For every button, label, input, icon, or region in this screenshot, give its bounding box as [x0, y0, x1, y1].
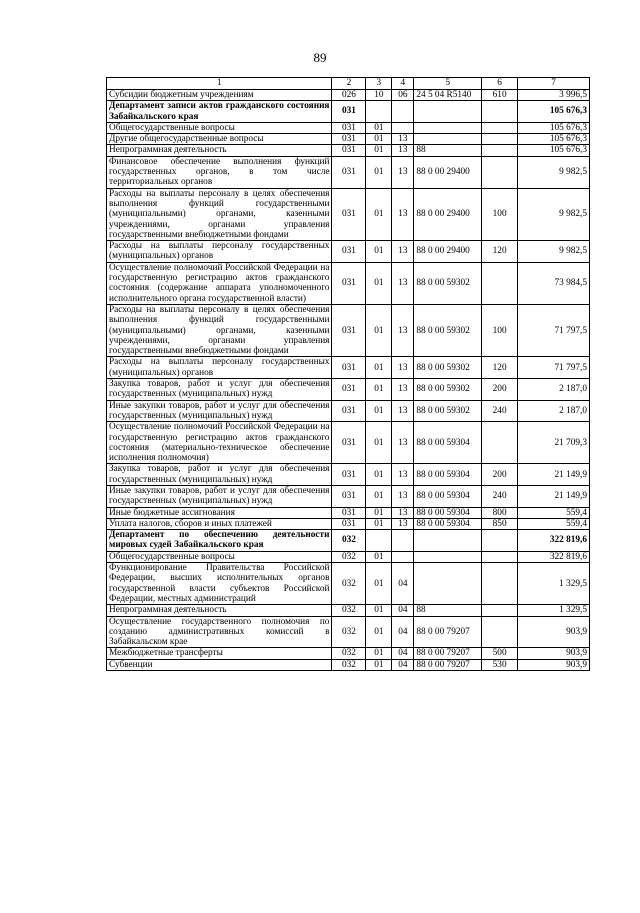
target-article-cell: 24 5 04 R5140	[414, 90, 482, 101]
section-code-cell: 01	[366, 304, 392, 356]
ministry-code-cell: 032	[332, 659, 366, 670]
section-code-cell: 01	[366, 145, 392, 156]
header-cell: 4	[392, 78, 414, 90]
amount-cell: 21 709,3	[518, 422, 590, 464]
target-article-cell	[414, 122, 482, 133]
expense-type-cell: 530	[482, 659, 518, 670]
expense-type-cell: 240	[482, 485, 518, 507]
amount-cell: 2 187,0	[518, 379, 590, 401]
section-code-cell: 01	[366, 357, 392, 379]
target-article-cell	[414, 563, 482, 605]
section-code-cell: 01	[366, 518, 392, 529]
ministry-code-cell: 031	[332, 156, 366, 188]
amount-cell: 903,9	[518, 616, 590, 648]
item-name-cell: Расходы на выплаты персоналу государственных (муниципальных) органов	[107, 241, 332, 263]
subsection-code-cell: 13	[392, 400, 414, 422]
subsection-code-cell: 13	[392, 357, 414, 379]
subsection-code-cell: 13	[392, 422, 414, 464]
section-code-cell: 01	[366, 551, 392, 562]
table-row	[107, 530, 590, 552]
section-code-cell	[366, 530, 392, 552]
amount-cell: 9 982,5	[518, 241, 590, 263]
ministry-code-cell: 031	[332, 188, 366, 240]
target-article-cell: 88 0 00 79207	[414, 659, 482, 670]
subsection-code-cell: 13	[392, 241, 414, 263]
target-article-cell: 88 0 00 29400	[414, 241, 482, 263]
amount-cell: 105 676,3	[518, 145, 590, 156]
expense-type-cell	[482, 262, 518, 304]
target-article-cell: 88 0 00 59304	[414, 485, 482, 507]
item-name-cell: Межбюджетные трансферты	[107, 648, 332, 659]
amount-cell: 2 187,0	[518, 400, 590, 422]
page-number: 89	[313, 50, 327, 65]
section-code-cell: 01	[366, 241, 392, 263]
amount-cell: 71 797,5	[518, 357, 590, 379]
amount-cell: 1 329,5	[518, 605, 590, 616]
expense-type-cell: 850	[482, 518, 518, 529]
table-row	[107, 464, 590, 486]
subsection-code-cell: 04	[392, 563, 414, 605]
expense-type-cell: 240	[482, 400, 518, 422]
subsection-code-cell	[392, 101, 414, 123]
section-code-cell: 01	[366, 156, 392, 188]
subsection-code-cell: 13	[392, 188, 414, 240]
target-article-cell	[414, 101, 482, 123]
target-article-cell: 88 0 00 59302	[414, 357, 482, 379]
subsection-code-cell: 13	[392, 485, 414, 507]
ministry-code-cell: 031	[332, 304, 366, 356]
table-row	[107, 551, 590, 562]
subsection-code-cell: 04	[392, 616, 414, 648]
subsection-code-cell: 13	[392, 304, 414, 356]
table-row	[107, 605, 590, 616]
item-name-cell: Другие общегосударственные вопросы	[107, 134, 332, 145]
subsection-code-cell: 13	[392, 156, 414, 188]
amount-cell: 559,4	[518, 518, 590, 529]
expense-type-cell: 610	[482, 90, 518, 101]
item-name-cell: Осуществление государственного полномочия по созданию административных комиссий в Забайкальском крае	[107, 616, 332, 648]
section-code-cell: 01	[366, 379, 392, 401]
target-article-cell: 88 0 00 29400	[414, 188, 482, 240]
subsection-code-cell: 13	[392, 518, 414, 529]
section-code-cell: 10	[366, 90, 392, 101]
ministry-code-cell: 032	[332, 530, 366, 552]
item-name-cell: Расходы на выплаты персоналу в целях обеспечения выполнения функций государственными (муниципальными) органами, казенными учреждениями, органами управления государственными внебюджетными фондами	[107, 188, 332, 240]
section-code-cell: 01	[366, 616, 392, 648]
expense-type-cell	[482, 616, 518, 648]
table-row	[107, 241, 590, 263]
expense-type-cell	[482, 605, 518, 616]
target-article-cell	[414, 530, 482, 552]
subsection-code-cell: 13	[392, 379, 414, 401]
subsection-code-cell: 13	[392, 507, 414, 518]
table-row	[107, 188, 590, 240]
table-row	[107, 145, 590, 156]
target-article-cell: 88 0 00 59304	[414, 464, 482, 486]
item-name-cell: Субвенции	[107, 659, 332, 670]
amount-cell: 71 797,5	[518, 304, 590, 356]
table-row	[107, 648, 590, 659]
ministry-code-cell: 031	[332, 400, 366, 422]
item-name-cell: Осуществление полномочий Российской Федерации на государственную регистрацию актов гражданского состояния (содержание аппарата уполномоченного исполнительного органа государственной власти)	[107, 262, 332, 304]
table-header-row	[107, 78, 590, 90]
section-code-cell: 01	[366, 485, 392, 507]
target-article-cell: 88 0 00 59304	[414, 518, 482, 529]
item-name-cell: Субсидии бюджетным учреждениям	[107, 90, 332, 101]
expense-type-cell	[482, 134, 518, 145]
expense-type-cell	[482, 551, 518, 562]
amount-cell: 9 982,5	[518, 188, 590, 240]
table-row	[107, 422, 590, 464]
target-article-cell: 88 0 00 59302	[414, 304, 482, 356]
item-name-cell: Уплата налогов, сборов и иных платежей	[107, 518, 332, 529]
expense-type-cell: 200	[482, 379, 518, 401]
header-cell: 3	[366, 78, 392, 90]
ministry-code-cell: 031	[332, 241, 366, 263]
table-row	[107, 563, 590, 605]
subsection-code-cell	[392, 122, 414, 133]
section-code-cell	[366, 101, 392, 123]
ministry-code-cell: 031	[332, 507, 366, 518]
item-name-cell: Иные бюджетные ассигнования	[107, 507, 332, 518]
target-article-cell: 88 0 00 59302	[414, 379, 482, 401]
subsection-code-cell: 13	[392, 464, 414, 486]
item-name-cell: Функционирование Правительства Российской Федерации, высших исполнительных органов государственной власти субъектов Российской Федерации, местных администраций	[107, 563, 332, 605]
target-article-cell: 88 0 00 29400	[414, 156, 482, 188]
section-code-cell: 01	[366, 422, 392, 464]
table-row	[107, 90, 590, 101]
subsection-code-cell: 04	[392, 605, 414, 616]
ministry-code-cell: 032	[332, 605, 366, 616]
amount-cell: 105 676,3	[518, 122, 590, 133]
subsection-code-cell: 13	[392, 262, 414, 304]
table-row	[107, 379, 590, 401]
table-row	[107, 156, 590, 188]
target-article-cell: 88 0 00 59304	[414, 507, 482, 518]
subsection-code-cell: 13	[392, 145, 414, 156]
item-name-cell: Общегосударственные вопросы	[107, 551, 332, 562]
section-code-cell: 01	[366, 605, 392, 616]
table-row	[107, 659, 590, 670]
section-code-cell: 01	[366, 400, 392, 422]
expense-type-cell: 800	[482, 507, 518, 518]
item-name-cell: Непрограммная деятельность	[107, 145, 332, 156]
expense-type-cell: 100	[482, 188, 518, 240]
item-name-cell: Закупка товаров, работ и услуг для обеспечения государственных (муниципальных) нужд	[107, 464, 332, 486]
ministry-code-cell: 031	[332, 122, 366, 133]
amount-cell: 73 984,5	[518, 262, 590, 304]
header-cell: 2	[332, 78, 366, 90]
target-article-cell	[414, 134, 482, 145]
table-row	[107, 304, 590, 356]
target-article-cell: 88 0 00 79207	[414, 648, 482, 659]
table-row	[107, 518, 590, 529]
table-row	[107, 357, 590, 379]
ministry-code-cell: 031	[332, 485, 366, 507]
section-code-cell: 01	[366, 188, 392, 240]
subsection-code-cell	[392, 551, 414, 562]
section-code-cell: 01	[366, 262, 392, 304]
section-code-cell: 01	[366, 659, 392, 670]
ministry-code-cell: 031	[332, 464, 366, 486]
expense-type-cell	[482, 122, 518, 133]
ministry-code-cell: 031	[332, 379, 366, 401]
amount-cell: 903,9	[518, 659, 590, 670]
expense-type-cell: 200	[482, 464, 518, 486]
item-name-cell: Общегосударственные вопросы	[107, 122, 332, 133]
section-code-cell: 01	[366, 134, 392, 145]
subsection-code-cell: 06	[392, 90, 414, 101]
header-cell: 7	[518, 78, 590, 90]
table-row	[107, 507, 590, 518]
budget-table	[106, 77, 590, 671]
header-cell: 5	[414, 78, 482, 90]
table-row	[107, 485, 590, 507]
table-row	[107, 101, 590, 123]
amount-cell: 105 676,3	[518, 101, 590, 123]
subsection-code-cell	[392, 530, 414, 552]
item-name-cell: Закупка товаров, работ и услуг для обеспечения государственных (муниципальных) нужд	[107, 379, 332, 401]
subsection-code-cell: 04	[392, 659, 414, 670]
expense-type-cell	[482, 422, 518, 464]
table-row	[107, 616, 590, 648]
item-name-cell: Департамент по обеспечению деятельности мировых судей Забайкальского края	[107, 530, 332, 552]
expense-type-cell: 120	[482, 357, 518, 379]
amount-cell: 903,9	[518, 648, 590, 659]
ministry-code-cell: 031	[332, 518, 366, 529]
item-name-cell: Расходы на выплаты персоналу государственных (муниципальных) органов	[107, 357, 332, 379]
section-code-cell: 01	[366, 464, 392, 486]
expense-type-cell	[482, 101, 518, 123]
item-name-cell: Непрограммная деятельность	[107, 605, 332, 616]
target-article-cell: 88 0 00 79207	[414, 616, 482, 648]
subsection-code-cell: 04	[392, 648, 414, 659]
target-article-cell: 88 0 00 59302	[414, 262, 482, 304]
amount-cell: 3 996,5	[518, 90, 590, 101]
table-row	[107, 122, 590, 133]
expense-type-cell	[482, 563, 518, 605]
amount-cell: 21 149,9	[518, 464, 590, 486]
amount-cell: 9 982,5	[518, 156, 590, 188]
section-code-cell: 01	[366, 648, 392, 659]
item-name-cell: Департамент записи актов гражданского состояния Забайкальского края	[107, 101, 332, 123]
amount-cell: 559,4	[518, 507, 590, 518]
target-article-cell: 88 0 00 59302	[414, 400, 482, 422]
ministry-code-cell: 031	[332, 262, 366, 304]
expense-type-cell	[482, 530, 518, 552]
target-article-cell	[414, 551, 482, 562]
table-row	[107, 400, 590, 422]
amount-cell: 105 676,3	[518, 134, 590, 145]
ministry-code-cell: 031	[332, 422, 366, 464]
amount-cell: 322 819,6	[518, 551, 590, 562]
amount-cell: 322 819,6	[518, 530, 590, 552]
target-article-cell: 88	[414, 145, 482, 156]
ministry-code-cell: 032	[332, 616, 366, 648]
item-name-cell: Осуществление полномочий Российской Федерации на государственную регистрацию актов гражданского состояния (материально-техническое обеспечение исполнения полномочия)	[107, 422, 332, 464]
item-name-cell: Финансовое обеспечение выполнения функций государственных органов, в том числе территориальных органов	[107, 156, 332, 188]
amount-cell: 21 149,9	[518, 485, 590, 507]
ministry-code-cell: 031	[332, 357, 366, 379]
target-article-cell: 88 0 00 59304	[414, 422, 482, 464]
ministry-code-cell: 031	[332, 101, 366, 123]
table-row	[107, 134, 590, 145]
expense-type-cell: 500	[482, 648, 518, 659]
ministry-code-cell: 026	[332, 90, 366, 101]
section-code-cell: 01	[366, 563, 392, 605]
header-cell: 1	[107, 78, 332, 90]
target-article-cell: 88	[414, 605, 482, 616]
ministry-code-cell: 031	[332, 145, 366, 156]
header-cell: 6	[482, 78, 518, 90]
expense-type-cell: 120	[482, 241, 518, 263]
item-name-cell: Иные закупки товаров, работ и услуг для обеспечения государственных (муниципальных) нужд	[107, 485, 332, 507]
table-row	[107, 262, 590, 304]
subsection-code-cell: 13	[392, 134, 414, 145]
ministry-code-cell: 032	[332, 563, 366, 605]
section-code-cell: 01	[366, 122, 392, 133]
item-name-cell: Расходы на выплаты персоналу в целях обеспечения выполнения функций государственными (муниципальными) органами, казенными учреждениями, органами управления государственными внебюджетными фондами	[107, 304, 332, 356]
section-code-cell: 01	[366, 507, 392, 518]
expense-type-cell	[482, 145, 518, 156]
ministry-code-cell: 031	[332, 134, 366, 145]
item-name-cell: Иные закупки товаров, работ и услуг для обеспечения государственных (муниципальных) нужд	[107, 400, 332, 422]
ministry-code-cell: 032	[332, 648, 366, 659]
expense-type-cell: 100	[482, 304, 518, 356]
expense-type-cell	[482, 156, 518, 188]
ministry-code-cell: 032	[332, 551, 366, 562]
table-body	[107, 90, 590, 671]
amount-cell: 1 329,5	[518, 563, 590, 605]
